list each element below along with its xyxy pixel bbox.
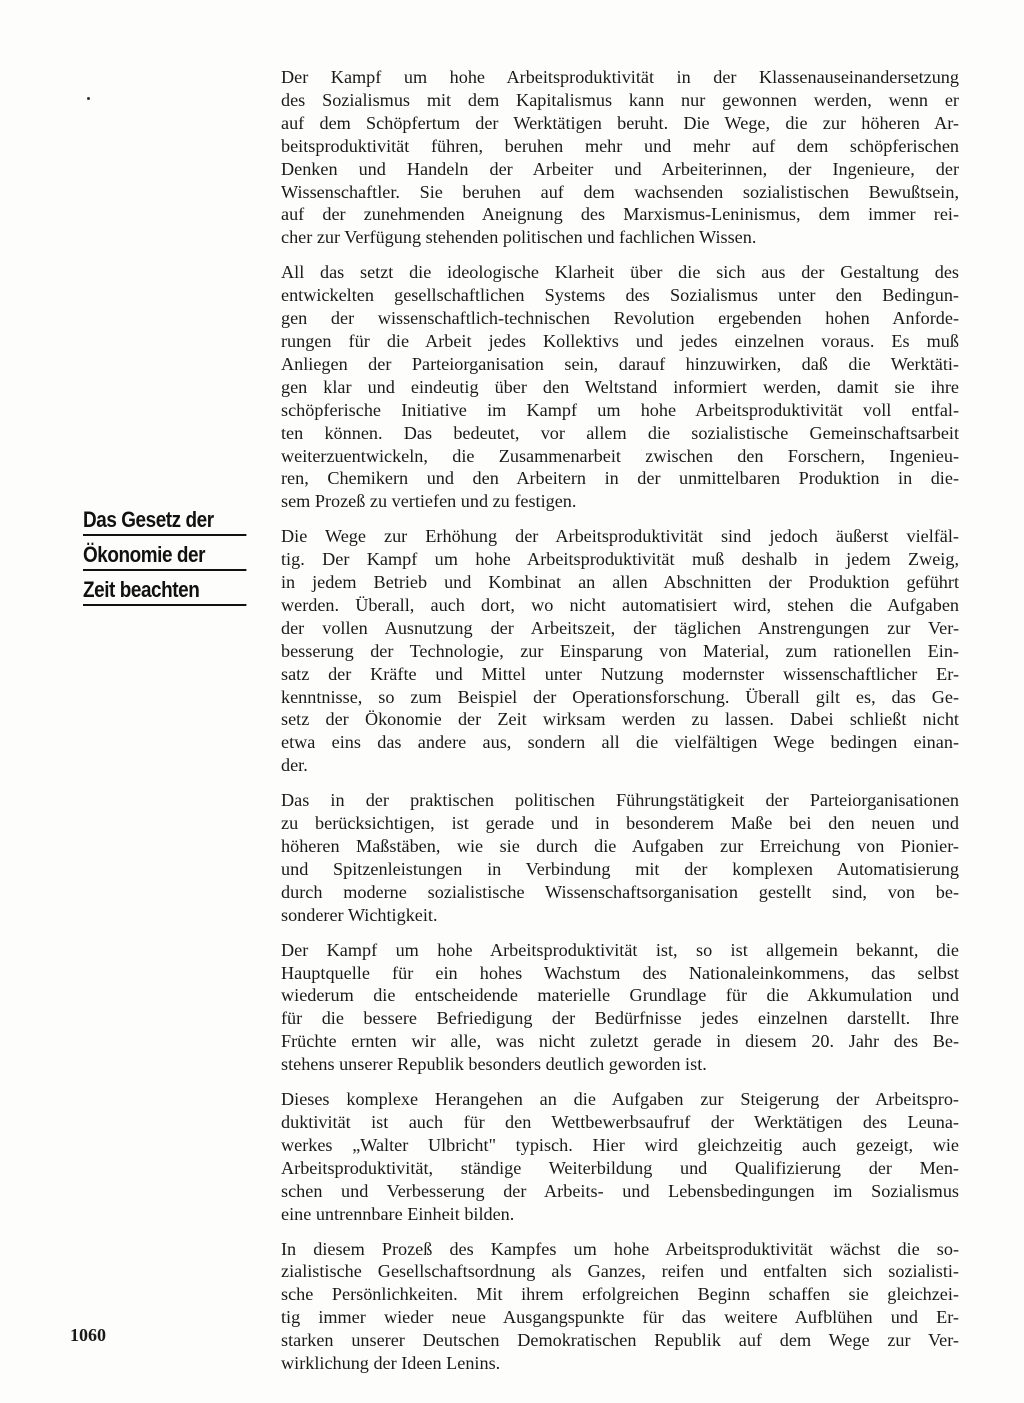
text-line: gen klar und eindeutig über den Weltstand informiert werden, damit sie ihre (281, 376, 959, 397)
text-line: schen und Verbesserung der Arbeits- und Lebensbedingungen im Sozialismus (281, 1180, 959, 1201)
text-line: auf dem Schöpfertum der Werktätigen beruht. Die Wege, die zur höheren Ar- (281, 112, 959, 133)
text-line: Das in der praktischen politischen Führungstätigkeit der Parteiorganisationen (281, 790, 959, 811)
paragraph-3 (281, 525, 959, 777)
side-heading-line-1: Das Gesetz der (83, 506, 246, 536)
text-line: für die bessere Befriedigung der Bedürfnisse jedes einzelnen darstellt. Ihre (281, 1008, 959, 1029)
text-line: All das setzt die ideologische Klarheit über die sich aus der Gestaltung des (281, 262, 959, 283)
text-line: durch moderne sozialistische Wissenschaftsorganisation gestellt sind, von be- (281, 881, 959, 902)
text-line: der. (281, 755, 308, 776)
text-line: Wissenschaftler. Sie beruhen auf dem wachsenden sozialistischen Bewußtsein, (281, 181, 959, 202)
side-heading (83, 506, 226, 611)
paragraph-4 (281, 789, 959, 926)
text-line: Anliegen der Parteiorganisation sein, darauf hinzuwirken, daß die Werktäti- (281, 353, 959, 374)
paragraph-5 (281, 939, 959, 1076)
side-heading-line-3: Zeit beachten (83, 576, 246, 606)
text-line: Hauptquelle für ein hohes Wachstum des Nationaleinkommens, das selbst (281, 962, 959, 983)
text-line: Der Kampf um hohe Arbeitsproduktivität ist, so ist allgemein bekannt, die (281, 939, 959, 960)
text-line: zu berücksichtigen, ist gerade und in besonderem Maße bei den neuen und (281, 813, 959, 834)
text-line: In diesem Prozeß des Kampfes um hohe Arbeitsproduktivität wächst die so- (281, 1238, 959, 1259)
text-line: duktivität ist auch für den Wettbewerbsaufruf der Werktätigen des Leuna- (281, 1111, 959, 1132)
text-line: eine untrennbare Einheit bilden. (281, 1203, 515, 1224)
text-line: des Sozialismus mit dem Kapitalismus kann nur gewonnen werden, wenn er (281, 89, 959, 110)
text-line: ren, Chemikern und den Arbeitern in der unmittelbaren Produktion in die- (281, 468, 959, 489)
text-line: weiterzuentwickeln, die Zusammenarbeit zwischen den Forschern, Ingenieu- (281, 445, 959, 466)
text-line: stehens unserer Republik besonders deutlich geworden ist. (281, 1054, 707, 1075)
paragraph-1 (281, 66, 959, 249)
text-line: Der Kampf um hohe Arbeitsproduktivität in der Klassenauseinandersetzung (281, 67, 959, 87)
text-line: entwickelten gesellschaftlichen Systems des Sozialismus unter den Bedingun- (281, 285, 959, 306)
text-line: cher zur Verfügung stehenden politischen und fachlichen Wissen. (281, 227, 757, 248)
text-line: satz der Kräfte und Mittel unter Nutzung modernster wissenschaftlicher Er- (281, 663, 959, 684)
text-line: werden. Überall, auch dort, wo nicht automatisiert wird, stehen die Aufgaben (281, 594, 959, 615)
text-line: starken unserer Deutschen Demokratischen Republik auf dem Wege zur Ver- (281, 1330, 959, 1351)
paragraph-7 (281, 1238, 959, 1375)
text-line: sonderer Wichtigkeit. (281, 904, 438, 925)
text-line: kenntnisse, so zum Beispiel der Operationsforschung. Überall gilt es, das Ge- (281, 686, 959, 707)
text-line: und Spitzenleistungen in Verbindung mit der komplexen Automatisierung (281, 858, 959, 879)
text-line: gen der wissenschaftlich-technischen Revolution ergebenden hohen Anforde- (281, 308, 959, 329)
text-line: ten können. Das bedeutet, vor allem die sozialistische Gemeinschaftsarbeit (281, 422, 959, 443)
text-line: der vollen Ausnutzung der Arbeitszeit, der täglichen Anstrengungen zur Ver- (281, 617, 959, 638)
text-line: Denken und Handeln der Arbeiter und Arbeiterinnen, der Ingenieure, der (281, 158, 959, 179)
text-line: schöpferische Initiative im Kampf um hohe Arbeitsproduktivität voll entfal- (281, 399, 959, 420)
body-text-column (281, 66, 959, 1375)
margin-speck (87, 97, 90, 100)
text-line: beitsproduktivität führen, beruhen mehr und mehr auf dem schöpferischen (281, 135, 959, 156)
text-line: höheren Maßstäben, wie sie durch die Aufgaben zur Erreichung von Pionier- (281, 836, 959, 856)
side-heading-line-2: Ökonomie der (83, 541, 246, 571)
text-line: auf der zunehmenden Aneignung des Marxismus-Leninismus, dem immer rei- (281, 204, 959, 225)
text-line: tig. Der Kampf um hohe Arbeitsproduktivität muß deshalb in jedem Zweig, (281, 549, 959, 570)
text-line: in jedem Betrieb und Kombinat an allen Abschnitten der Produktion geführt (281, 572, 959, 593)
text-line: sem Prozeß zu vertiefen und zu festigen. (281, 491, 577, 512)
paragraph-6 (281, 1088, 959, 1225)
text-line: besserung der Technologie, zur Einsparung von Material, zum rationellen Ein- (281, 640, 959, 661)
text-line: setz der Ökonomie der Zeit wirksam werden zu lassen. Dabei schließt nicht (281, 709, 959, 730)
text-line: zialistische Gesellschaftsordnung als Ganzes, reifen und entfalten sich sozialisti- (281, 1261, 959, 1282)
text-line: sche Persönlichkeiten. Mit ihrem erfolgreichen Beginn schaffen sie gleichzei- (281, 1284, 959, 1305)
text-line: wirklichung der Ideen Lenins. (281, 1353, 501, 1374)
paragraph-2 (281, 261, 959, 513)
page-number: 1060 (70, 1325, 106, 1345)
text-line: Die Wege zur Erhöhung der Arbeitsproduktivität sind jedoch äußerst vielfäl- (281, 526, 959, 547)
text-line: rungen für die Arbeit jedes Kollektivs und jedes einzelnen voraus. Es muß (281, 330, 959, 351)
text-line: tig immer wieder neue Ausgangspunkte für das weitere Aufblühen und Er- (281, 1307, 959, 1328)
text-line: wiederum die entscheidende materielle Grundlage für die Akkumulation und (281, 985, 959, 1006)
text-line: Früchte ernten wir alle, was nicht zuletzt gerade in diesem 20. Jahr des Be- (281, 1031, 959, 1052)
text-line: werkes „Walter Ulbricht" typisch. Hier wird gleichzeitig auch gezeigt, wie (281, 1134, 959, 1155)
text-line: etwa eins das andere aus, sondern all die vielfältigen Wege bedingen einan- (281, 732, 959, 753)
text-line: Dieses komplexe Herangehen an die Aufgaben zur Steigerung der Arbeitspro- (281, 1089, 959, 1110)
text-line: Arbeitsproduktivität, ständige Weiterbildung und Qualifizierung der Men- (281, 1157, 959, 1178)
